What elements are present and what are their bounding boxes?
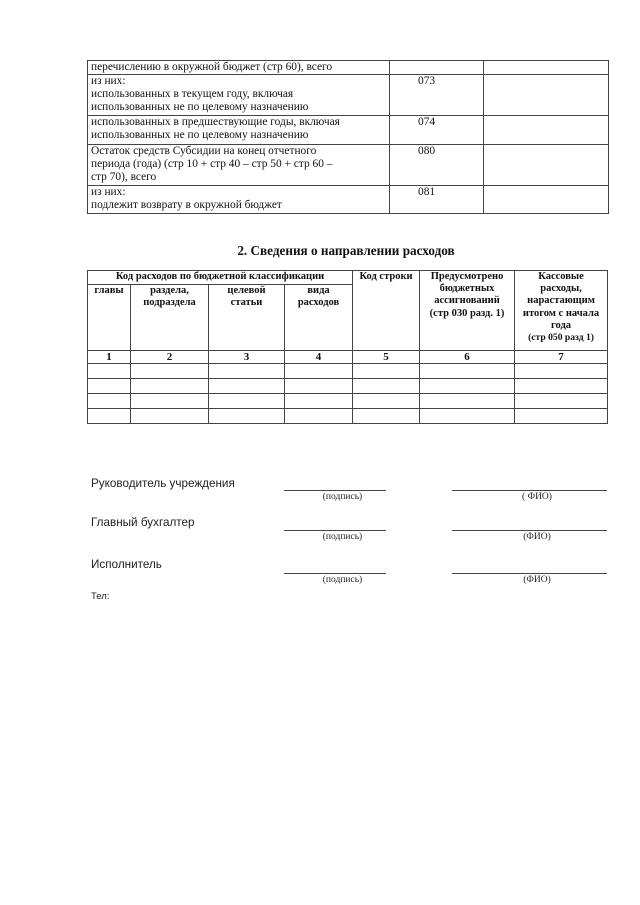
row-value <box>484 186 609 214</box>
column-number: 3 <box>209 351 285 364</box>
header-cash-note: (стр 050 разд 1) <box>528 332 594 344</box>
column-numbers-row <box>88 351 608 364</box>
column-number: 1 <box>88 351 131 364</box>
table-row <box>88 61 609 75</box>
header-cash-label: Кассовые расходы, нарастающим итогом с начала года <box>522 271 600 331</box>
row-value <box>484 61 609 75</box>
table-row <box>88 145 609 186</box>
signature-line <box>284 530 386 531</box>
expenses-table <box>87 270 608 424</box>
signature-caption: (подпись) <box>322 575 363 585</box>
table-row <box>88 364 608 379</box>
header-subsection: раздела, подраздела <box>131 285 209 351</box>
name-line <box>452 490 607 491</box>
header-target: целевой статьи <box>209 285 285 351</box>
row-code: 081 <box>390 186 484 214</box>
row-value <box>484 116 609 145</box>
header-planned-label: Предусмотрено бюджетных ассигнований <box>430 271 504 307</box>
signature-label-executor: Исполнитель <box>91 558 162 571</box>
row-code: 074 <box>390 116 484 145</box>
row-text: использованных в предшествующие годы, включая использованных не по целевому назначению <box>88 116 390 145</box>
header-line-code: Код строки <box>353 271 420 351</box>
table-row <box>88 116 609 145</box>
name-caption: (ФИО) <box>523 575 551 585</box>
column-number: 7 <box>515 351 608 364</box>
signature-line <box>284 573 386 574</box>
row-text: из них: использованных в текущем году, включая использованных не по целевому назначению <box>88 75 390 116</box>
signature-label-head: Руководитель учреждения <box>91 477 235 490</box>
row-text: из них: подлежит возврату в окружной бюджет <box>88 186 390 214</box>
header-cash <box>515 271 608 351</box>
header-type: вида расходов <box>285 285 353 351</box>
column-number: 5 <box>353 351 420 364</box>
signature-label-accountant: Главный бухгалтер <box>91 516 195 529</box>
row-code <box>390 61 484 75</box>
table-row <box>88 409 608 424</box>
name-line <box>452 573 607 574</box>
name-caption: (ФИО) <box>523 532 551 542</box>
header-budget-classification: Код расходов по бюджетной классификации <box>88 271 353 285</box>
signature-caption: (подпись) <box>322 492 363 502</box>
header-row <box>88 271 608 285</box>
row-code: 073 <box>390 75 484 116</box>
phone-label: Тел: <box>91 591 110 602</box>
header-planned <box>420 271 515 351</box>
section-title: 2. Сведения о направлении расходов <box>237 243 455 258</box>
row-code: 080 <box>390 145 484 186</box>
table-row <box>88 186 609 214</box>
header-planned-note: (стр 030 разд. 1) <box>429 307 505 319</box>
column-number: 6 <box>420 351 515 364</box>
table-row <box>88 75 609 116</box>
row-text: перечислению в окружной бюджет (стр 60), всего <box>88 61 390 75</box>
table-row <box>88 394 608 409</box>
column-number: 4 <box>285 351 353 364</box>
signature-caption: (подпись) <box>322 532 363 542</box>
signature-line <box>284 490 386 491</box>
row-value <box>484 145 609 186</box>
header-chapter: главы <box>88 285 131 351</box>
table-row <box>88 379 608 394</box>
column-number: 2 <box>131 351 209 364</box>
balance-table <box>87 60 609 214</box>
row-text: Остаток средств Субсидии на конец отчетного периода (года) (стр 10 + стр 40 – стр 50 + стр 60 – стр 70), всего <box>88 145 390 186</box>
name-caption: ( ФИО) <box>522 492 552 502</box>
row-value <box>484 75 609 116</box>
name-line <box>452 530 607 531</box>
